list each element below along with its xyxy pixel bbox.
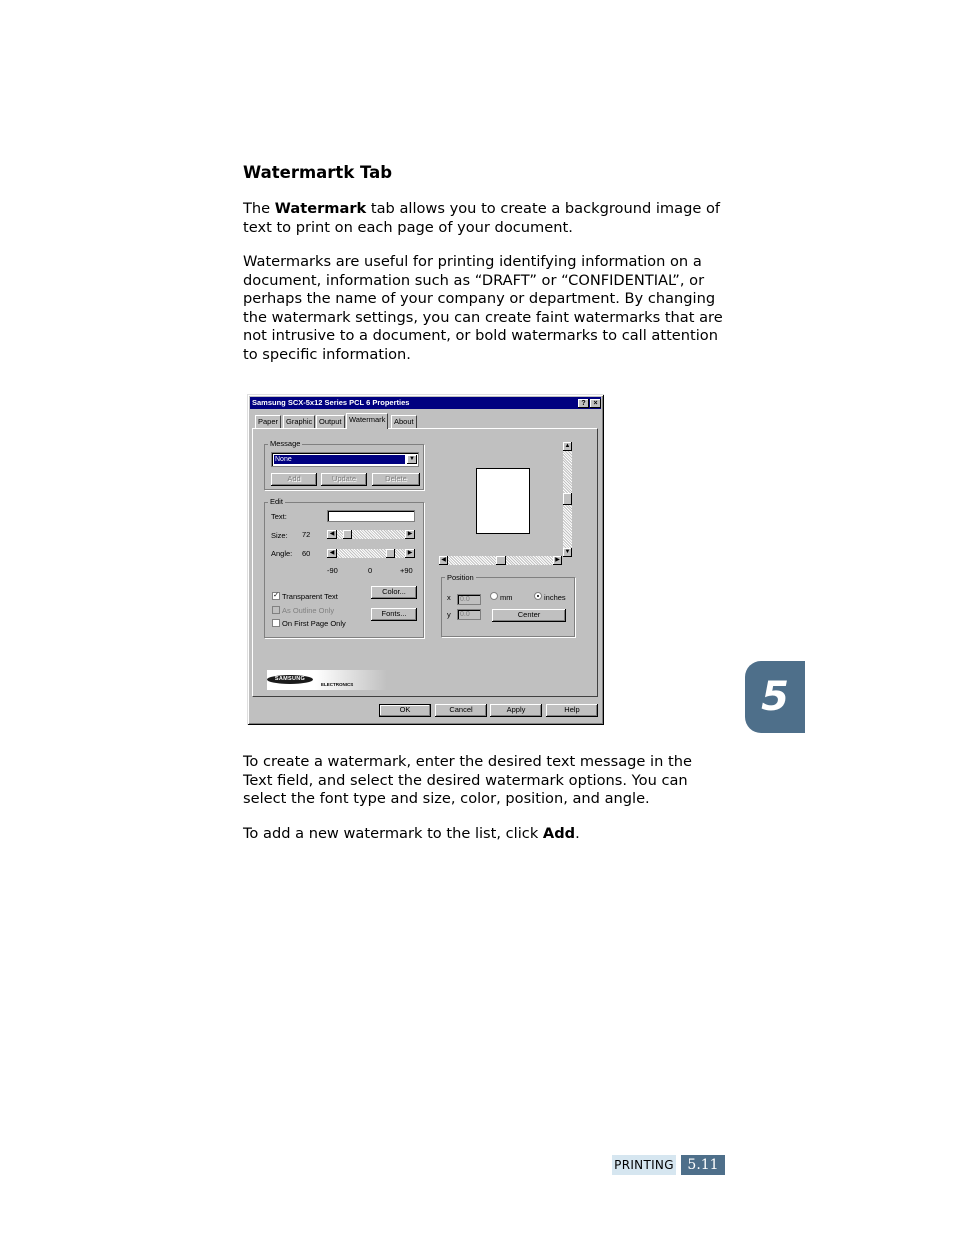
size-left-arrow-icon[interactable]: ◀ — [327, 530, 337, 539]
angle-slider-thumb[interactable] — [386, 549, 395, 558]
size-slider-thumb[interactable] — [343, 530, 352, 539]
ok-button[interactable]: OK — [379, 704, 431, 717]
angle-mid-label: 0 — [368, 566, 373, 575]
add-button[interactable]: Add — [271, 473, 317, 486]
position-group — [441, 577, 575, 637]
watermark-uses-paragraph: Watermarks are useful for printing identifying information on a document, information such as “DRAFT” or “CONFIDENTIAL”, or perhaps the name of your company or department. By changing the watermark settings, you can create faint watermarks that are not intrusive to a document, or bold watermarks to call attention to specific information. — [243, 253, 723, 363]
tab-watermark[interactable]: Watermark — [346, 413, 388, 429]
edit-label: Edit — [270, 497, 283, 506]
message-selected-value: None — [274, 455, 405, 464]
create-watermark-paragraph: To create a watermark, enter the desired text message in the Text field, and select the desired watermark options. You can select the font type and size, color, position, and angle. — [243, 753, 692, 808]
transparent-text-label: Transparent Text — [282, 592, 338, 601]
angle-max-label: +90 — [400, 566, 413, 575]
fonts-button[interactable]: Fonts... — [371, 608, 417, 621]
outline-only-label: As Outline Only — [282, 606, 335, 615]
first-page-only-label: On First Page Only — [282, 619, 346, 628]
angle-slider[interactable] — [337, 549, 405, 558]
x-position-field[interactable]: 0.0 — [457, 594, 481, 605]
angle-value: 60 — [302, 549, 311, 558]
first-page-only-checkbox[interactable] — [272, 619, 280, 627]
help-icon[interactable]: ? — [578, 399, 589, 408]
angle-right-arrow-icon[interactable]: ▶ — [405, 549, 415, 558]
tab-output[interactable]: Output — [316, 415, 345, 428]
angle-left-arrow-icon[interactable]: ◀ — [327, 549, 337, 558]
mm-radio[interactable] — [490, 592, 498, 600]
preview-vertical-scrollbar[interactable] — [563, 451, 572, 550]
tab-paper[interactable]: Paper — [255, 415, 281, 428]
size-label: Size: — [271, 531, 288, 540]
samsung-logo-subtext: ELECTRONICS — [321, 682, 354, 687]
footer-page-number: 5.11 — [681, 1155, 725, 1175]
preview-horizontal-scrollbar[interactable] — [448, 556, 553, 565]
message-select[interactable] — [271, 452, 419, 467]
size-value: 72 — [302, 530, 311, 539]
tab-graphic[interactable]: Graphic — [283, 415, 315, 428]
close-icon[interactable]: × — [590, 399, 601, 408]
message-label: Message — [270, 439, 301, 448]
position-label: Position — [447, 573, 474, 582]
samsung-logo — [267, 670, 387, 690]
footer-section-label: PRINTING — [612, 1155, 676, 1175]
dialog-titlebar — [250, 397, 601, 409]
angle-label: Angle: — [271, 549, 293, 558]
size-slider[interactable] — [337, 530, 405, 539]
cancel-button[interactable]: Cancel — [435, 704, 487, 717]
tab-about[interactable]: About — [391, 415, 417, 428]
color-button[interactable]: Color... — [371, 586, 417, 599]
preview-horizontal-thumb[interactable] — [496, 556, 506, 565]
transparent-text-checkbox[interactable]: ✓ — [273, 592, 279, 599]
mm-label: mm — [500, 593, 513, 602]
inches-radio[interactable] — [534, 592, 542, 600]
center-button[interactable]: Center — [492, 609, 566, 622]
intro-paragraph: The Watermark tab allows you to create a background image of text to print on each page of your document. — [243, 200, 721, 236]
properties-dialog — [247, 394, 604, 725]
chapter-badge: 5 — [745, 661, 805, 733]
delete-button[interactable]: Delete — [372, 473, 420, 486]
preview-right-arrow-icon[interactable]: ▶ — [553, 556, 562, 565]
y-label: y — [447, 610, 451, 619]
preview-vertical-thumb[interactable] — [563, 493, 572, 505]
x-label: x — [447, 593, 451, 602]
samsung-logo-mark: SAMSUNG — [267, 675, 313, 684]
preview-up-arrow-icon[interactable]: ▲ — [564, 443, 571, 449]
angle-min-label: -90 — [327, 566, 338, 575]
watermark-preview-page — [476, 468, 530, 534]
dialog-title: Samsung SCX-5x12 Series PCL 6 Properties — [252, 398, 410, 407]
preview-left-arrow-icon[interactable]: ◀ — [439, 556, 448, 565]
y-position-field[interactable]: 0.0 — [457, 609, 481, 620]
update-button[interactable]: Update — [321, 473, 367, 486]
outline-only-checkbox[interactable] — [272, 606, 280, 614]
preview-down-arrow-icon[interactable]: ▼ — [564, 549, 571, 555]
add-watermark-paragraph: To add a new watermark to the list, click Add. — [243, 825, 580, 842]
size-right-arrow-icon[interactable]: ▶ — [405, 530, 415, 539]
apply-button[interactable]: Apply — [490, 704, 542, 717]
section-heading: Watermartk Tab — [243, 163, 393, 182]
inches-label: inches — [544, 593, 566, 602]
chevron-down-icon[interactable]: ▼ — [407, 455, 417, 464]
watermark-text-input[interactable] — [327, 510, 415, 522]
text-label: Text: — [271, 512, 287, 521]
help-button[interactable]: Help — [546, 704, 598, 717]
